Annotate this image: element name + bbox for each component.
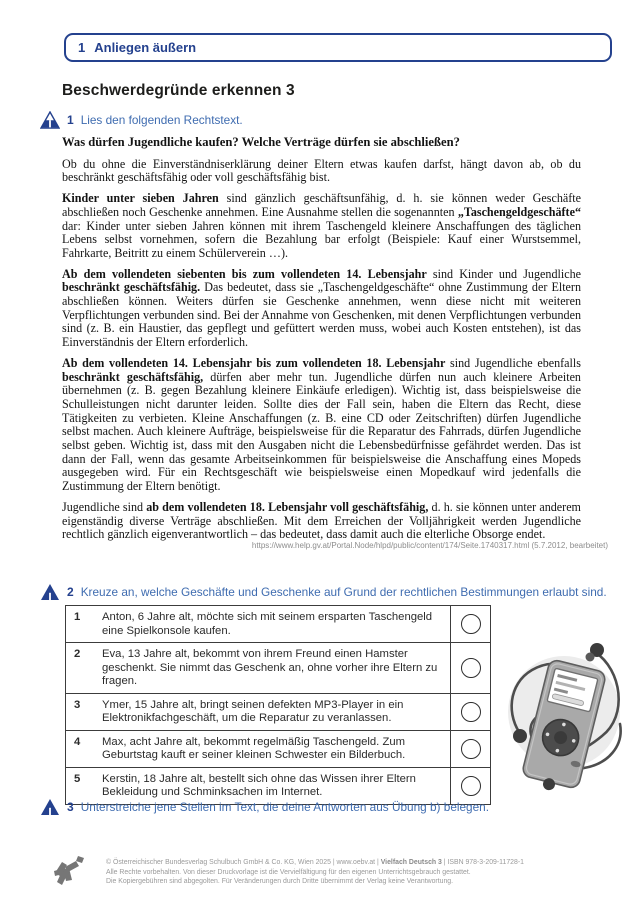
source-citation: https://www.help.gv.at/Portal.Node/hlpd/public/content/174/Seite.1740317.html (5.7.2012, bearbeitet) xyxy=(251,541,608,550)
publisher-star-logo xyxy=(48,852,88,899)
row-number: 1 xyxy=(74,611,81,623)
page-footer xyxy=(48,852,608,899)
table-row xyxy=(66,731,490,768)
unit-number: 1 xyxy=(78,40,86,55)
answer-circle[interactable] xyxy=(461,739,481,759)
checkbox-cell[interactable] xyxy=(450,694,490,730)
exercise-number: 2 xyxy=(67,585,74,599)
answer-circle[interactable] xyxy=(461,702,481,722)
imprint-text xyxy=(106,852,524,887)
row-number: 4 xyxy=(74,735,81,748)
exercise-3-row xyxy=(40,798,489,821)
row-number: 5 xyxy=(74,772,81,785)
row-text: Anton, 6 Jahre alt, möchte sich mit seinem ersparten Taschengeld eine Spielkonsole kaufen. xyxy=(102,611,433,637)
row-text: Kerstin, 18 Jahre alt, bestellt sich ohne das Wissen ihrer Eltern Bekleidung und Schminksachen im Internet. xyxy=(102,772,416,798)
unit-label: Anliegen äußern xyxy=(94,40,197,55)
difficulty-pyramid-icon xyxy=(40,583,60,606)
rechtstext-paragraphs xyxy=(62,158,581,542)
table-row xyxy=(66,606,490,643)
rechtstext-paragraph: Jugendliche sind ab dem vollendeten 18. Lebensjahr voll geschäftsfähig, d. h. sie können unter anderem eigenständig diverse Verträge abschließen. Mit dem Erreichen der Volljährigkeit werden Jugendliche rechtlich gänzlich eigenverantwortlich – das bedeutet, dass damit auch die elterliche Obsorge endet. xyxy=(62,499,581,542)
page-title: Beschwerdegründe erkennen 3 xyxy=(62,82,295,99)
rechtstext-paragraph: Ob du ohne die Einverständniserklärung deiner Eltern etwas kaufen darfst, hängt davon ab, ob du beschränkt geschäftsfähig oder voll geschäftsfähig bist. xyxy=(62,156,581,185)
imprint-line-3: Die Kopiergebühren sind abgegolten. Für Veränderungen durch Dritte übernimmt der Verlag keine Verantwortung. xyxy=(106,878,454,886)
text-question-heading: Was dürfen Jugendliche kaufen? Welche Verträge dürfen sie abschließen? xyxy=(62,135,460,149)
answer-table xyxy=(65,605,491,805)
row-text: Eva, 13 Jahre alt, bekommt von ihrem Freund einen Hamster geschenkt. Sie nimmt das Geschenk an, ohne vorher ihre Eltern zu fragen. xyxy=(102,648,438,687)
imprint-line-1: © Österreichischer Bundesverlag Schulbuch GmbH & Co. KG, Wien 2025 | www.oebv.at | Vielfach Deutsch 3 | ISBN 978-3-209-11728-1 xyxy=(106,859,524,866)
difficulty-pyramid-icon xyxy=(40,111,60,134)
checkbox-cell[interactable] xyxy=(450,731,490,767)
row-number: 3 xyxy=(74,698,81,711)
exercise-2-row xyxy=(40,583,607,606)
unit-header-box xyxy=(64,33,612,62)
answer-circle[interactable] xyxy=(461,658,481,678)
exercise-instruction: Kreuze an, welche Geschäfte und Geschenke auf Grund der rechtlichen Bestimmungen erlaubt sind. xyxy=(80,585,607,599)
imprint-line-2: Alle Rechte vorbehalten. Von dieser Druckvorlage ist die Vervielfältigung für den eigenen Unterrichtsgebrauch gestattet. xyxy=(106,868,471,876)
exercise-1-row xyxy=(40,111,243,134)
answer-circle[interactable] xyxy=(461,776,481,796)
exercise-number: 1 xyxy=(67,113,74,127)
checkbox-cell[interactable] xyxy=(450,606,490,642)
exercise-instruction: Unterstreiche jene Stellen im Text, die deine Antworten aus Übung b) belegen. xyxy=(80,800,490,814)
row-number: 2 xyxy=(74,648,81,660)
rechtstext-block xyxy=(62,136,581,549)
table-row xyxy=(66,694,490,731)
mp3-player-illustration xyxy=(498,636,638,809)
row-text: Max, acht Jahre alt, bekommt regelmäßig Taschengeld. Zum Geburtstag kauft er seiner kleinen Schwester ein Bilderbuch. xyxy=(102,735,406,761)
rechtstext-paragraph: Kinder unter sieben Jahren sind gänzlich geschäftsunfähig, d. h. sie können weder Geschäfte abschließen noch Geschenke annehmen. Eine Ausnahme stellen die sogenannten „Taschengeldgeschäfte“ dar: Kinder unter sieben Jahren können mit ihrem Taschengeld kleinere Anschaffungen des täglichen Lebens selbst vornehmen, sofern die Bezahlung bar erfolgt (Beispiele: Kauf einer Wurstsemmel, Fahrkarte, Beitritt zu einem Schülerverein …). xyxy=(62,191,581,260)
rechtstext-paragraph: Ab dem vollendeten 14. Lebensjahr bis zum vollendeten 18. Lebensjahr sind Jugendliche ebenfalls beschränkt geschäftsfähig, dürfen aber mehr tun. Jugendliche dürfen nun auch kleinere Arbeiten übernehmen (z. B. gegen Bezahlung kleinere Einkäufe erledigen). Wichtig ist, dass beispielsweise die Schulleistungen nicht darunter leiden. Sollte dies der Fall sein, haben die Eltern das Recht, diese Tätigkeiten zu verbieten. Kleine Anschaffungen (z. B. eine CD oder Zeitschriften) dürfen Jugendliche selbst machen. Auch kleinere Aufträge, beispielsweise für die Reparatur des Fahrrads, dürfen Jugendliche selbst geben. Wichtig ist, dass mit den Ausgaben nicht die Lebensbedürfnisse gefährdet werden. Das ist dann der Fall, wenn das gesamte Arbeitseinkommen für beispielsweise die Anschaffung eines Mopeds ausgegeben wird. Für ein Rechtsgeschäft wie beispielsweise einen Mopedkauf wird jedenfalls die Zustimmung der Eltern benötigt. xyxy=(62,355,581,494)
answer-circle[interactable] xyxy=(461,614,481,634)
row-text: Ymer, 15 Jahre alt, bringt seinen defekten MP3-Player in ein Elektronikfachgeschäft, um die Reparatur zu veranlassen. xyxy=(102,698,404,724)
difficulty-pyramid-icon xyxy=(40,798,60,821)
checkbox-cell[interactable] xyxy=(450,643,490,693)
exercise-instruction: Lies den folgenden Rechtstext. xyxy=(80,113,243,127)
exercise-number: 3 xyxy=(67,800,74,814)
table-row xyxy=(66,643,490,694)
rechtstext-paragraph: Ab dem vollendeten siebenten bis zum vollendeten 14. Lebensjahr sind Kinder und Jugendliche beschränkt geschäftsfähig. Das bedeutet, dass sie „Taschengeldgeschäfte“ ohne Zustimmung der Eltern abschließen können. Weiters dürfen sie Geschenke annehmen, wenn diese nicht mit weiteren Verpflichtungen verbunden sind. Bei der Annahme von Geschenken, mit denen Verpflichtungen verbunden sind (z. B. ein Haustier, das gepflegt und gefüttert werden muss, wobei auch Kosten entstehen), ist das Einverständnis der Eltern erforderlich. xyxy=(62,266,581,350)
